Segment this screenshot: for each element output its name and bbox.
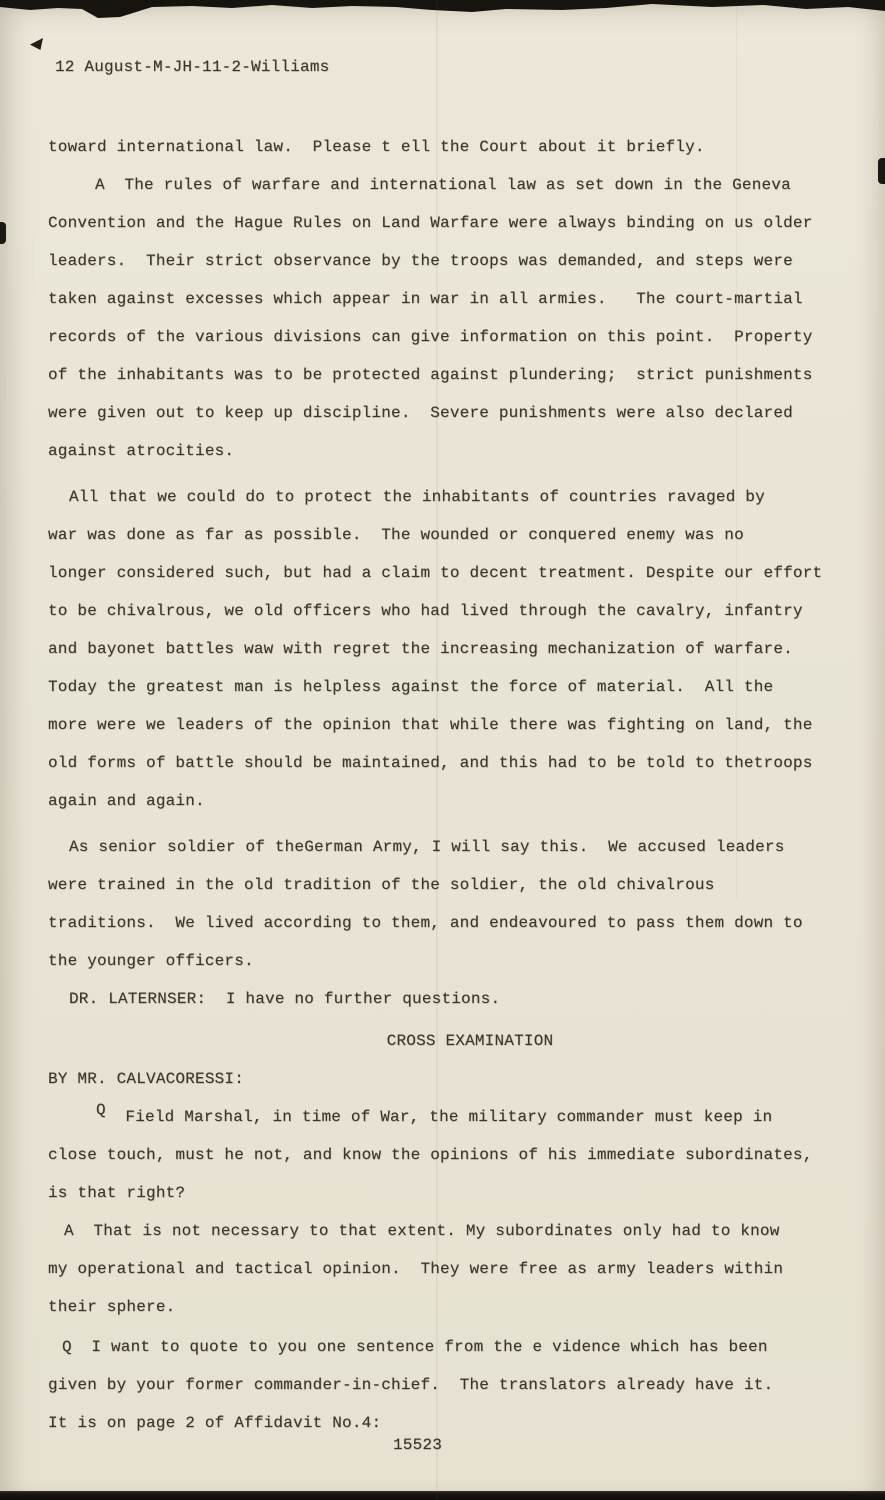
transcript-line: again and again. [48, 792, 205, 810]
transcript-line: DR. LATERNSER: I have no further questions. [69, 990, 501, 1008]
transcript-line: BY MR. CALVACORESSI: [48, 1070, 245, 1088]
transcript-line: A The rules of warfare and international law as set down in the Geneva [95, 176, 791, 194]
transcript-line: A That is not necessary to that extent. My subordinates only had to know [64, 1222, 780, 1240]
scan-bottom-edge [0, 1491, 885, 1500]
question-marker: Q [96, 1101, 106, 1119]
transcript-line: leaders. Their strict observance by the troops was demanded, and steps were [48, 252, 793, 270]
transcript-line: Q Field Marshal, in time of War, the military commander must keep in [96, 1101, 773, 1126]
transcript-line: more were we leaders of the opinion that while there was fighting on land, the [48, 716, 813, 734]
transcript-line: Convention and the Hague Rules on Land Warfare were always binding on us older [48, 214, 813, 232]
transcript-line: CROSS EXAMINATION [386, 1032, 554, 1050]
transcript-line: their sphere. [48, 1298, 176, 1316]
transcript-line: taken against excesses which appear in war in all armies. The court-martial [48, 290, 803, 308]
transcript-line: As senior soldier of theGerman Army, I will say this. We accused leaders [69, 838, 785, 856]
transcript-line: and bayonet battles waw with regret the increasing mechanization of warfare. [48, 640, 793, 658]
transcript-line: is that right? [48, 1184, 186, 1202]
transcript-line: close touch, must he not, and know the opinions of his immediate subordinates, [48, 1146, 813, 1164]
torn-top-edge [0, 0, 885, 22]
transcript-line: toward international law. Please t ell the Court about it briefly. [48, 138, 705, 156]
page-header-reference: 12 August-M-JH-11-2-Williams [55, 58, 330, 76]
transcript-line: longer considered such, but had a claim to decent treatment. Despite our effort [48, 564, 823, 582]
transcript-line: to be chivalrous, we old officers who had lived through the cavalry, infantry [48, 602, 803, 620]
transcript-line: of the inhabitants was to be protected against plundering; strict punishments [48, 366, 813, 384]
page-number: 15523 [393, 1436, 443, 1454]
transcript-line: war was done as far as possible. The wounded or conquered enemy was no [48, 526, 744, 544]
transcript-line: given by your former commander-in-chief. The translators already have it. [48, 1376, 774, 1394]
transcript-lines [48, 128, 848, 1442]
transcript-line: were given out to keep up discipline. Severe punishments were also declared [48, 404, 793, 422]
ink-mark-icon [30, 38, 43, 50]
right-edge-notch [878, 158, 885, 184]
transcript-line: old forms of battle should be maintained, and this had to be told to thetroops [48, 754, 813, 772]
transcript-line: my operational and tactical opinion. They were free as army leaders within [48, 1260, 784, 1278]
transcript-line: were trained in the old tradition of the soldier, the old chivalrous [48, 876, 715, 894]
transcript-line: against atrocities. [48, 442, 235, 460]
transcript-line: All that we could do to protect the inhabitants of countries ravaged by [69, 488, 765, 506]
transcript-line: It is on page 2 of Affidavit No.4: [48, 1414, 382, 1432]
transcript-line: Q I want to quote to you one sentence from the e vidence which has been [62, 1338, 768, 1356]
transcript-line: Today the greatest man is helpless against the force of material. All the [48, 678, 774, 696]
left-edge-notch [0, 222, 6, 244]
transcript-line: records of the various divisions can give information on this point. Property [48, 328, 813, 346]
transcript-line: the younger officers. [48, 952, 254, 970]
transcript-line: traditions. We lived according to them, and endeavoured to pass them down to [48, 914, 803, 932]
